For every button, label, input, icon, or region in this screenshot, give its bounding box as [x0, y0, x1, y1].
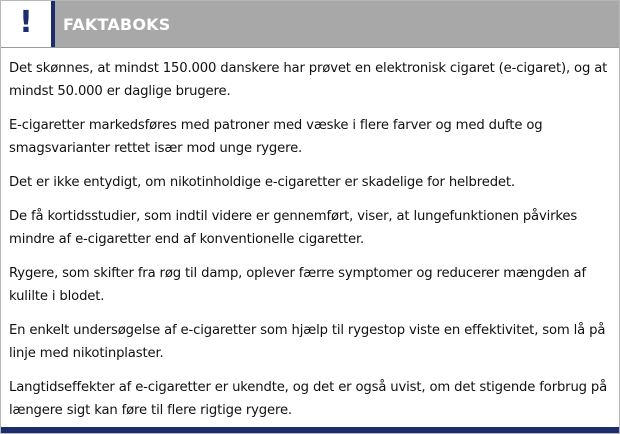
fact-paragraph: En enkelt undersøgelse af e-cigaretter som hjælp til rygestop viste en effektivitet, som lå på linje med nikotinplaster. — [9, 323, 606, 361]
fact-box-header — [1, 1, 619, 48]
fact-paragraph: Langtidseffekter af e-cigaretter er ukendte, og det er også uvist, om det stigende forbrug på længere sigt kan føre til flere rigtige rygere. — [9, 380, 608, 418]
fact-paragraph: Det skønnes, at mindst 150.000 danskere har prøvet en elektronisk cigaret (e-cigaret), og at mindst 50.000 er daglige brugere. — [9, 61, 608, 99]
fact-paragraph: E-cigaretter markedsføres med patroner med væske i flere farver og med dufte og smagsvarianter rettet især mod unge rygere. — [9, 118, 543, 156]
exclamation-icon: ! — [19, 5, 33, 40]
fact-paragraph: Rygere, som skifter fra røg til damp, oplever færre symptomer og reducerer mængden af kulilte i blodet. — [9, 266, 586, 304]
icon-cell — [1, 1, 51, 47]
fact-paragraph: De få kortidsstudier, som indtil videre er gennemført, viser, at lungefunktionen påvirkes mindre af e-cigaretter end af konventionelle cigaretter. — [9, 209, 578, 247]
footer-accent-bar — [1, 427, 619, 433]
fact-box-title: FAKTABOKS — [63, 15, 171, 34]
fact-paragraph: Det er ikke entydigt, om nikotinholdige e-cigaretter er skadelige for helbredet. — [9, 175, 515, 190]
fact-box-content — [1, 57, 619, 433]
header-divider — [51, 1, 55, 47]
